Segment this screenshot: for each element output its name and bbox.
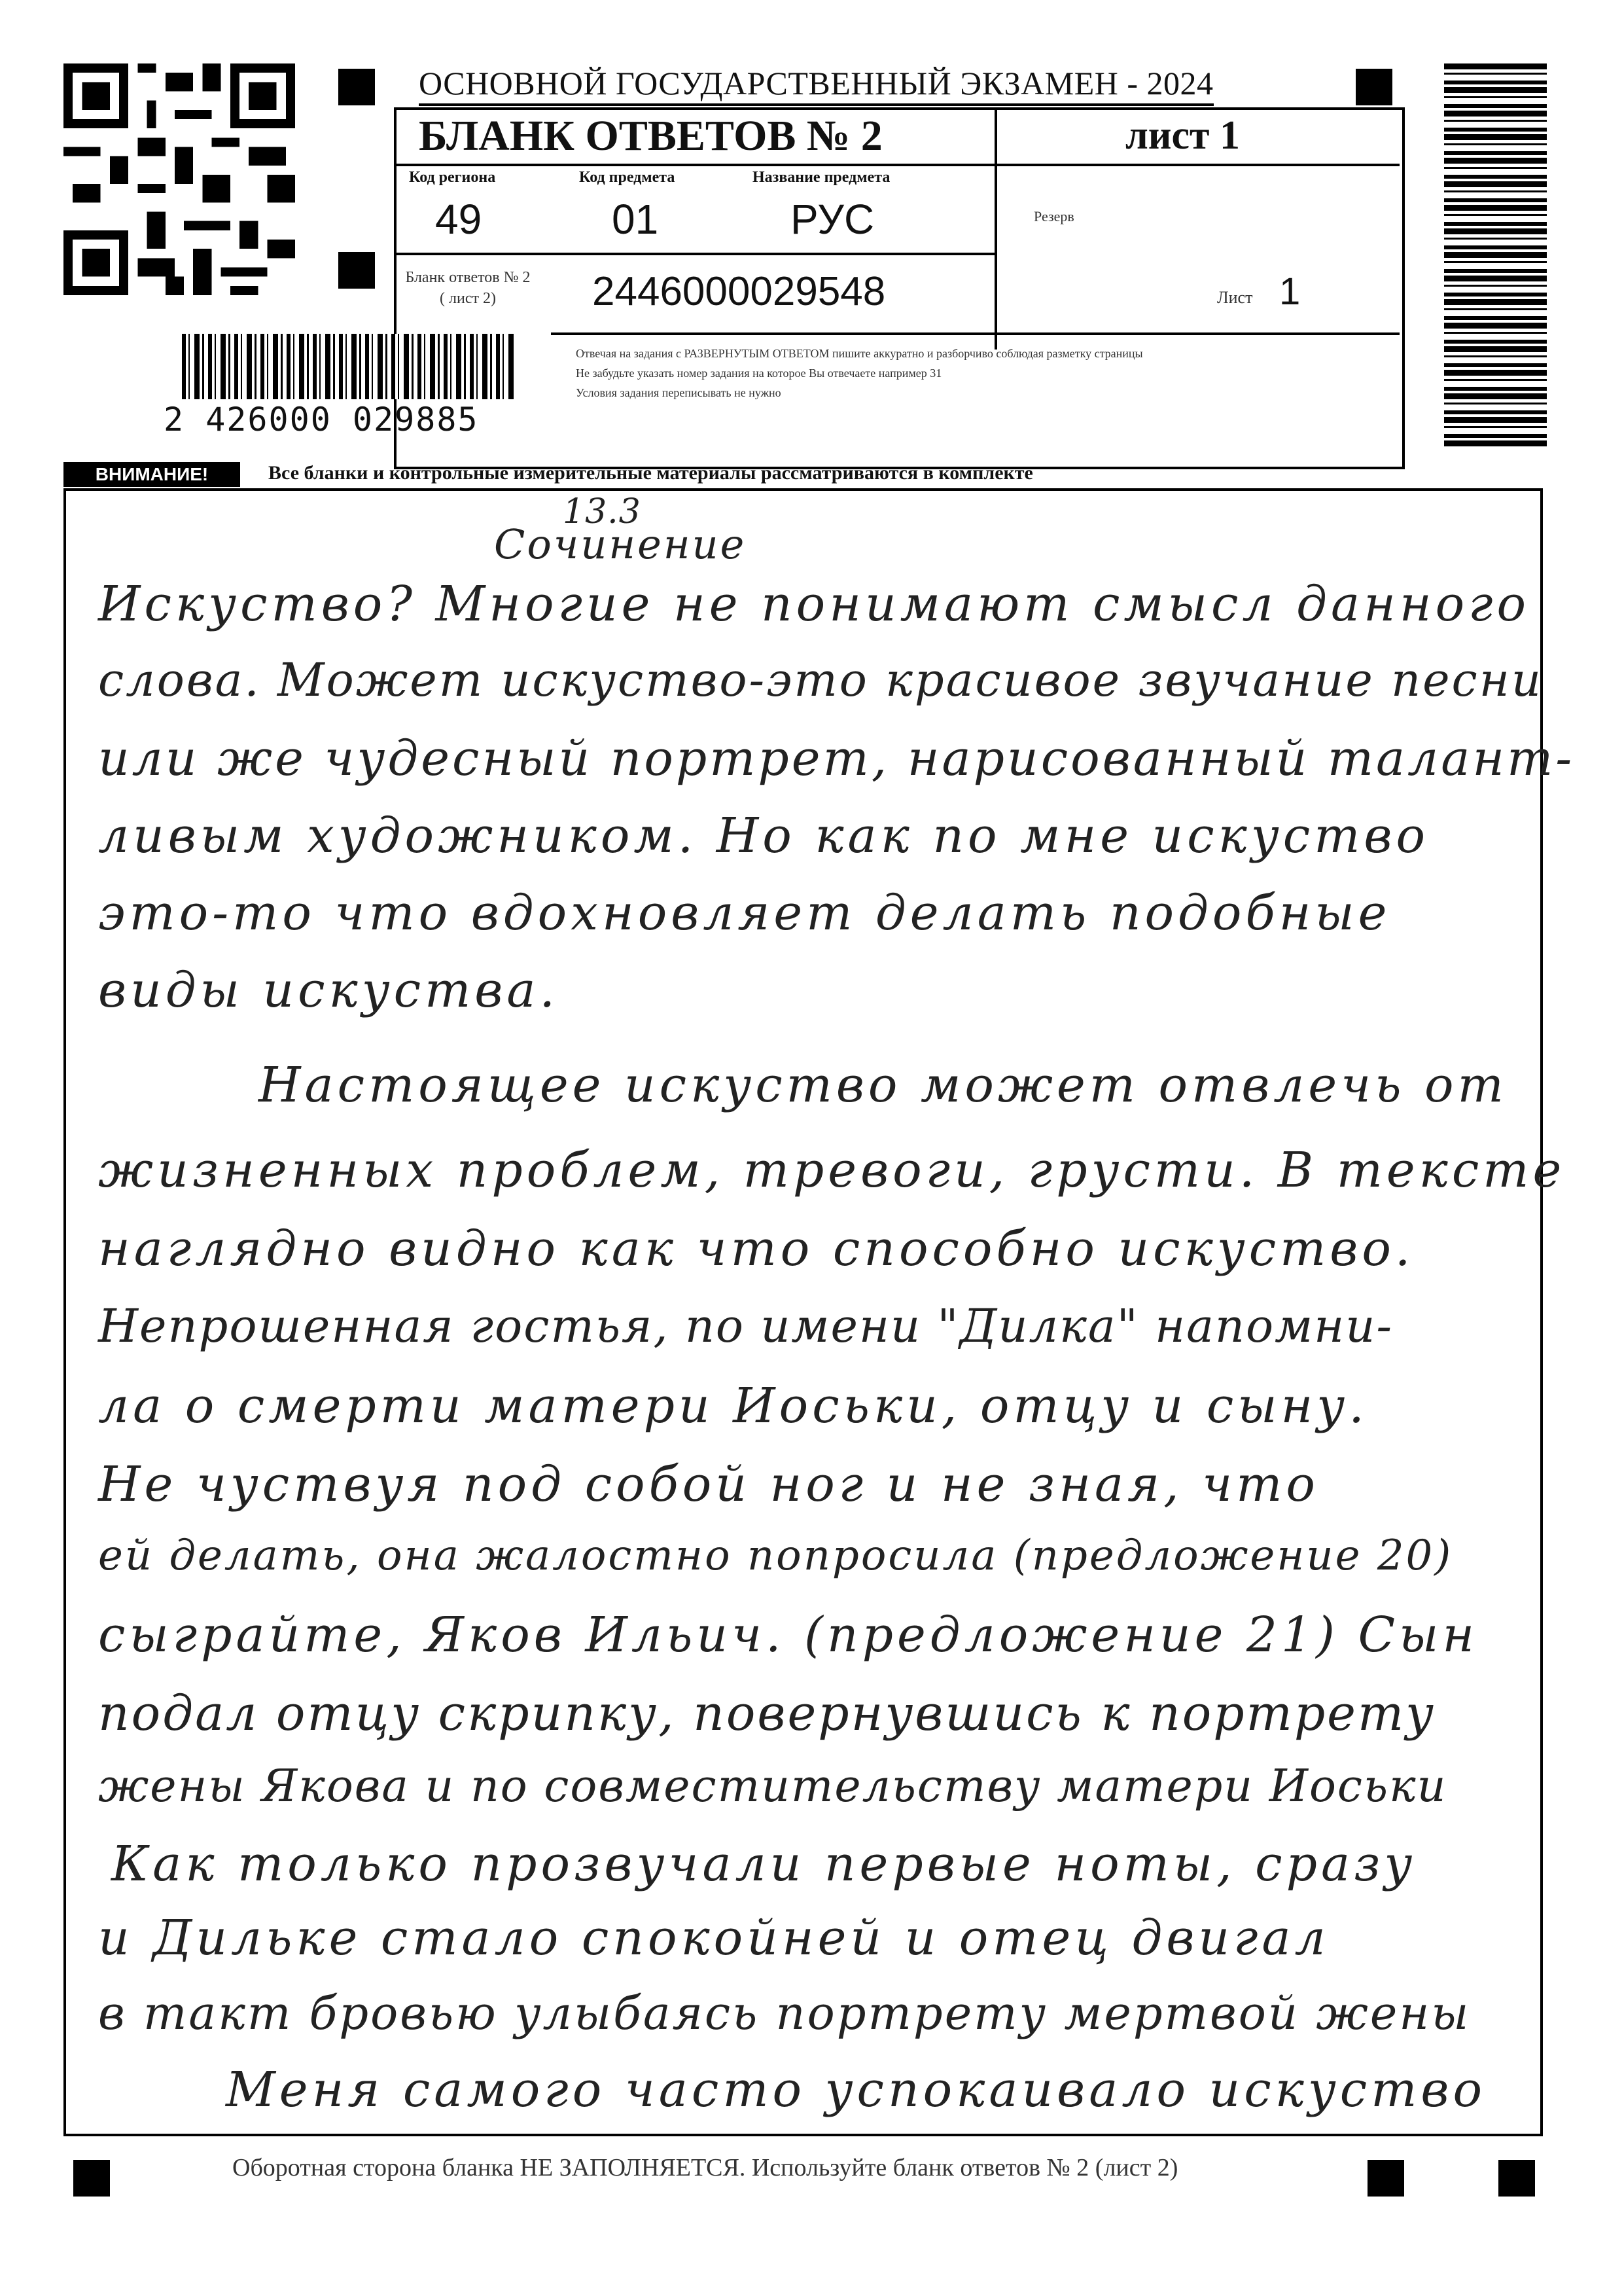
handwritten-line: ей делать, она жалостно попросила (предложение 20) xyxy=(98,1532,1453,1580)
handwritten-line: в такт бровью улыбаясь портрету мертвой жены xyxy=(98,1986,1471,2040)
instruction-line: Отвечая на задания с РАЗВЕРНУТЫМ ОТВЕТОМ пишите аккуратно и разборчиво соблюдая разметку страницы xyxy=(576,347,1143,360)
form-title: БЛАНК ОТВЕТОВ № 2 xyxy=(419,112,883,160)
subject-name-value: РУС xyxy=(790,196,875,243)
sheet2-label-line2: ( лист 2) xyxy=(440,290,496,307)
handwritten-line: жены Якова и по совместительству матери Иоськи xyxy=(98,1761,1447,1812)
handwritten-line: Непрошенная гостья, по имени "Дилка" напомни- xyxy=(98,1299,1394,1353)
vertical-barcode xyxy=(1444,63,1547,448)
instructions xyxy=(576,344,1387,403)
barcode-number: 2 426000 029885 xyxy=(164,401,479,439)
form-barcode xyxy=(182,334,514,399)
exam-title: ОСНОВНОЙ ГОСУДАРСТВЕННЫЙ ЭКЗАМЕН - 2024 xyxy=(419,63,1214,106)
sheet2-label xyxy=(399,267,537,309)
handwritten-line: Настоящее искуство может отвлечь от xyxy=(258,1057,1508,1113)
handwritten-line: подал отцу скрипку, повернувшись к портрету xyxy=(98,1685,1436,1742)
subject-name-label: Название предмета xyxy=(752,169,891,186)
region-code-label: Код региона xyxy=(409,169,496,186)
corner-marker xyxy=(1356,69,1392,105)
corner-marker xyxy=(338,69,375,105)
corner-marker xyxy=(73,2160,110,2197)
task-number: 13.3 xyxy=(563,492,641,531)
handwritten-line: жизненных проблем, тревоги, грусти. В тексте xyxy=(98,1142,1566,1198)
sheet-number: 1 xyxy=(1279,270,1301,313)
corner-marker xyxy=(1498,2160,1535,2197)
handwritten-line: наглядно видно как что способно искуство. xyxy=(98,1221,1415,1277)
handwritten-line: слова. Может искуство-это красивое звучание песни xyxy=(98,653,1543,707)
handwritten-line: или же чудесный портрет, нарисованный талант- xyxy=(98,730,1575,787)
handwritten-line: это-то что вдохновляет делать подобные xyxy=(98,885,1391,941)
warning-text: Все бланки и контрольные измерительные материалы рассматриваются в комплекте xyxy=(268,462,1033,484)
footer-note: Оборотная сторона бланка НЕ ЗАПОЛНЯЕТСЯ. Используйте бланк ответов № 2 (лист 2) xyxy=(232,2154,1178,2181)
header-divider xyxy=(394,253,997,255)
corner-marker xyxy=(1368,2160,1404,2197)
handwritten-line: Как только прозвучали первые ноты, сразу xyxy=(111,1836,1417,1892)
instruction-line: Условия задания переписывать не нужно xyxy=(576,386,781,399)
header-divider xyxy=(394,164,1400,166)
handwritten-line: и Дильке стало спокойней и отец двигал xyxy=(98,1910,1330,1966)
sheet2-label-line1: Бланк ответов № 2 xyxy=(405,269,531,286)
warning-badge: ВНИМАНИЕ! xyxy=(63,462,240,487)
handwritten-line: ла о смерти матери Иоськи, отцу и сыну. xyxy=(98,1378,1368,1434)
reserve-label: Резерв xyxy=(1034,208,1074,224)
handwritten-line: ливым художником. Но как по мне искуство xyxy=(98,808,1429,864)
header-divider xyxy=(995,107,997,350)
handwritten-line: сыграйте, Яков Ильич. (предложение 21) Сын xyxy=(98,1607,1479,1663)
subject-code-value: 01 xyxy=(612,196,659,243)
essay-heading: Сочинение xyxy=(494,520,747,568)
handwritten-line: Искуство? Многие не понимают смысл данного xyxy=(98,576,1530,632)
handwritten-line: Меня самого часто успокаивало искуство xyxy=(226,2062,1486,2118)
handwritten-line: Не чуствуя под собой ног и не зная, что xyxy=(98,1456,1319,1513)
header-divider xyxy=(551,332,1400,335)
region-code-value: 49 xyxy=(435,196,482,243)
sheet-label: Лист xyxy=(1217,288,1253,307)
instruction-line: Не забудьте указать номер задания на которое Вы отвечаете например 31 xyxy=(576,367,942,380)
sheet2-number: 2446000029548 xyxy=(592,269,886,314)
handwritten-line: виды искуства. xyxy=(98,962,559,1018)
qr-code xyxy=(63,63,295,295)
subject-code-label: Код предмета xyxy=(579,169,675,186)
corner-marker xyxy=(338,252,375,289)
sheet-title: лист 1 xyxy=(1125,113,1240,158)
header-box xyxy=(394,107,1405,469)
